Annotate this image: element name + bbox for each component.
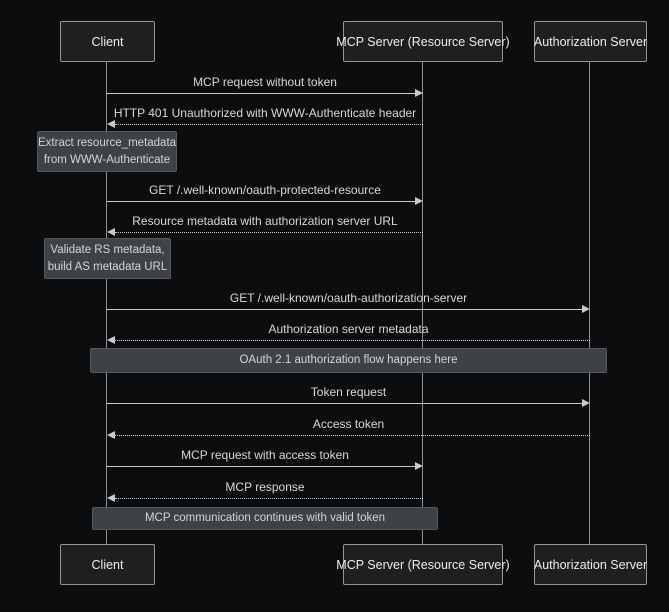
note-line: build AS metadata URL: [47, 260, 168, 273]
message-3-line: [107, 201, 416, 202]
note-line: Extract resource_metadata: [37, 137, 177, 150]
actor-authorization-server-bottom: Authorization Server: [534, 544, 647, 585]
actor-authorization-server-top: Authorization Server: [534, 21, 647, 62]
note-line: OAuth 2.1 authorization flow happens here: [239, 354, 458, 367]
message-7-label: Token request: [310, 385, 387, 399]
note-validate-rs-metadata: [44, 238, 171, 279]
message-8-line: [115, 435, 590, 436]
note-oauth-flow: [90, 348, 607, 373]
message-3-arrowhead-icon: [415, 197, 423, 205]
message-5-label: GET /.well-known/oauth-authorization-server: [229, 291, 468, 305]
message-6-arrowhead-icon: [107, 336, 115, 344]
actor-mcp-server-top: MCP Server (Resource Server): [343, 21, 503, 62]
message-4-line: [115, 232, 423, 233]
message-4-arrowhead-icon: [107, 228, 115, 236]
message-2-line: [115, 124, 423, 125]
message-1-arrowhead-icon: [415, 89, 423, 97]
message-6-line: [115, 340, 590, 341]
message-8-label: Access token: [312, 417, 385, 431]
message-10-arrowhead-icon: [107, 494, 115, 502]
message-10-line: [115, 498, 423, 499]
message-9-line: [107, 466, 416, 467]
actor-client-top: Client: [60, 21, 155, 62]
actor-mcp-server-bottom: MCP Server (Resource Server): [343, 544, 503, 585]
message-4-label: Resource metadata with authorization server URL: [132, 214, 398, 228]
message-2-arrowhead-icon: [107, 120, 115, 128]
message-2-label: HTTP 401 Unauthorized with WWW-Authenticate header: [113, 106, 417, 120]
message-8-arrowhead-icon: [107, 431, 115, 439]
message-5-line: [107, 309, 583, 310]
message-3-label: GET /.well-known/oauth-protected-resource: [149, 183, 381, 197]
message-1-label: MCP request without token: [193, 75, 337, 89]
message-1-line: [107, 93, 416, 94]
note-line: from WWW-Authenticate: [43, 153, 171, 166]
message-6-label: Authorization server metadata: [268, 322, 429, 336]
message-10-label: MCP response: [225, 480, 305, 494]
message-9-arrowhead-icon: [415, 462, 423, 470]
message-5-arrowhead-icon: [582, 305, 590, 313]
message-7-arrowhead-icon: [582, 399, 590, 407]
note-line: MCP communication continues with valid token: [144, 512, 386, 525]
message-9-label: MCP request with access token: [181, 448, 349, 462]
actor-client-bottom: Client: [60, 544, 155, 585]
note-extract-resource-metadata: [37, 131, 177, 172]
message-7-line: [107, 403, 583, 404]
note-mcp-communication-continues: [92, 507, 438, 530]
note-line: Validate RS metadata,: [50, 244, 165, 257]
